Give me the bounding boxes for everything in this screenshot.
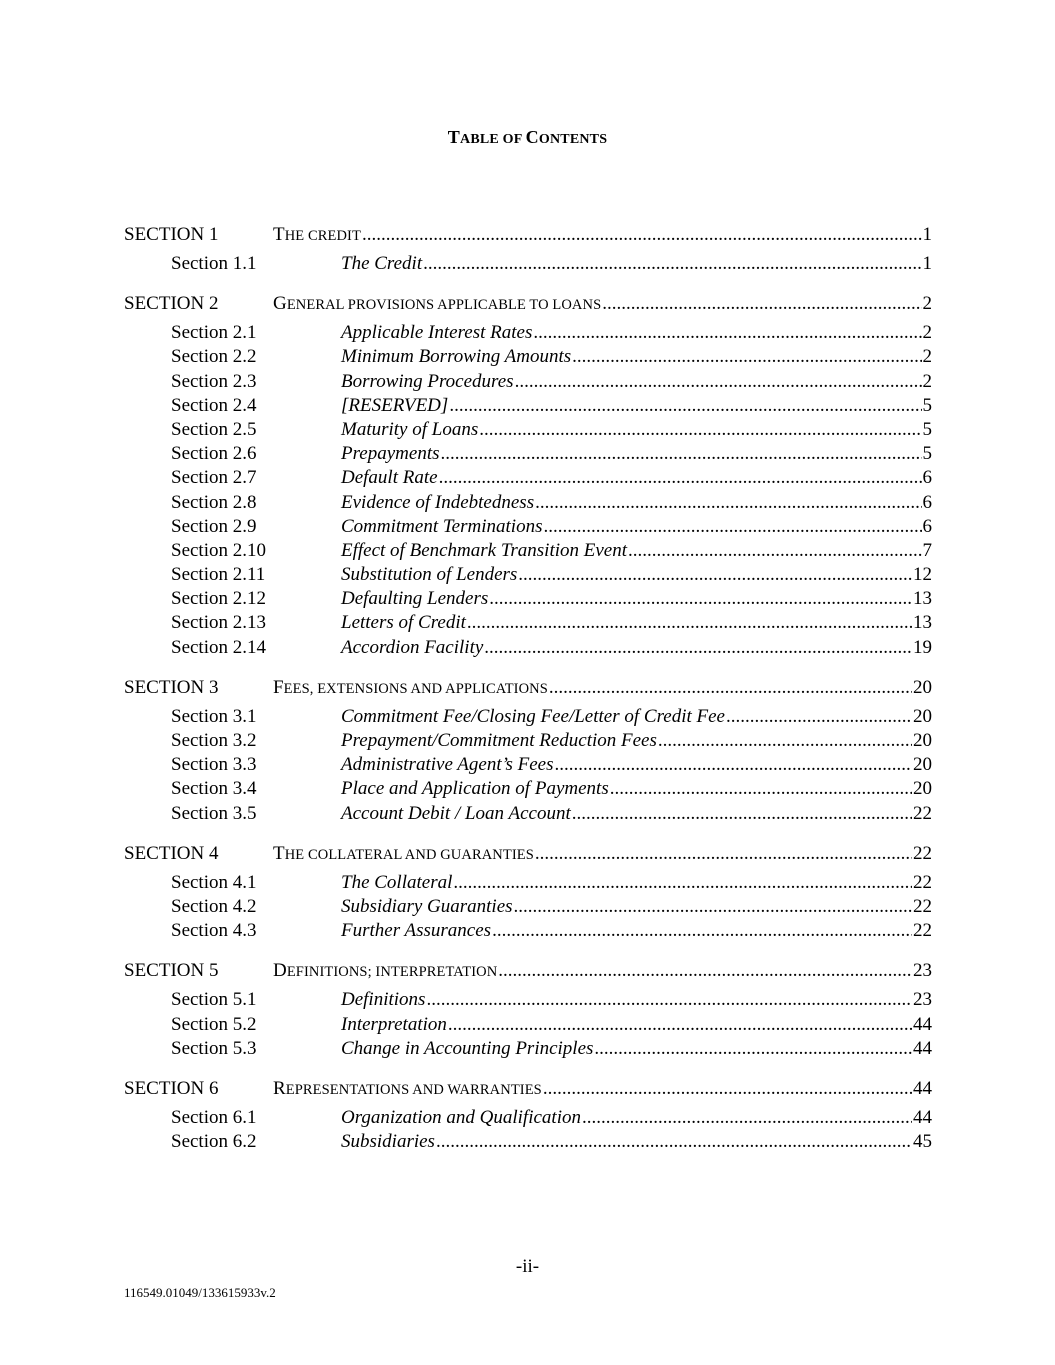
section-page-number: 1 xyxy=(922,224,932,245)
subsection-page-number: 23 xyxy=(913,989,932,1011)
toc-subsection-entry[interactable] xyxy=(171,895,932,919)
subsection-list xyxy=(124,321,932,660)
subsection-page-number: 22 xyxy=(913,895,932,917)
toc-subsection-entry[interactable] xyxy=(171,466,932,490)
subsection-page-number: 22 xyxy=(913,871,932,893)
toc-subsection-entry[interactable] xyxy=(171,1106,932,1130)
dot-leader xyxy=(484,636,912,660)
dot-leader xyxy=(533,321,921,345)
dot-leader xyxy=(594,1037,912,1061)
subsection-title: Account Debit / Loan Account xyxy=(341,802,571,824)
section-page-number: 22 xyxy=(913,842,932,864)
page-number: -ii- xyxy=(515,1256,540,1277)
dot-leader xyxy=(514,895,912,919)
table-of-contents xyxy=(124,222,932,1169)
toc-subsection-entry[interactable] xyxy=(171,418,932,442)
subsection-title: Accordion Facility xyxy=(341,636,484,658)
section-page-number: 20 xyxy=(913,676,932,698)
toc-subsection-entry[interactable] xyxy=(171,1130,932,1154)
section-title-initial: T xyxy=(273,224,285,245)
subsection-number: Section 2.10 xyxy=(171,539,266,561)
subsection-title: Prepayments xyxy=(341,443,440,465)
subsection-number: Section 1.1 xyxy=(171,253,257,274)
section-title xyxy=(273,1076,542,1103)
subsection-list xyxy=(124,705,932,826)
section-title-initial: D xyxy=(273,960,287,982)
dot-leader xyxy=(628,539,921,563)
dot-leader xyxy=(362,222,922,248)
subsection-number: Section 2.8 xyxy=(171,491,257,513)
subsection-number: Section 2.1 xyxy=(171,322,257,344)
toc-subsection-entry[interactable] xyxy=(171,1037,932,1061)
section-page-number: 2 xyxy=(922,293,932,315)
subsection-title: Commitment Terminations xyxy=(341,515,543,537)
section-title-initial: F xyxy=(273,676,284,698)
subsection-number: Section 4.1 xyxy=(171,871,257,893)
dot-leader xyxy=(549,675,912,701)
dot-leader xyxy=(535,841,912,867)
section-title-initial: T xyxy=(273,842,285,864)
subsection-title: Change in Accounting Principles xyxy=(341,1037,594,1059)
toc-section-entry[interactable] xyxy=(124,675,932,701)
toc-subsection-entry[interactable] xyxy=(171,636,932,660)
subsection-page-number: 5 xyxy=(922,443,932,465)
subsection-page-number: 6 xyxy=(922,515,932,537)
subsection-title: Subsidiaries xyxy=(341,1131,435,1153)
subsection-page-number: 13 xyxy=(913,588,932,610)
dot-leader xyxy=(436,1130,912,1154)
toc-section-entry[interactable] xyxy=(124,291,932,317)
subsection-title: Minimum Borrowing Amounts xyxy=(341,346,572,368)
toc-heading: TABLE OF CONTENTS xyxy=(447,127,608,147)
toc-subsection-entry[interactable] xyxy=(171,252,932,276)
subsection-page-number: 2 xyxy=(922,322,932,344)
subsection-page-number: 6 xyxy=(922,491,932,513)
toc-subsection-entry[interactable] xyxy=(171,753,932,777)
subsection-number: Section 3.5 xyxy=(171,802,257,824)
subsection-page-number: 5 xyxy=(922,394,932,416)
subsection-title: Prepayment/Commitment Reduction Fees xyxy=(341,730,657,751)
section-number: SECTION 1 xyxy=(124,224,219,245)
subsection-page-number: 20 xyxy=(913,754,932,776)
subsection-page-number: 22 xyxy=(913,802,932,824)
subsection-page-number: 6 xyxy=(922,467,932,489)
subsection-title: Commitment Fee/Closing Fee/Letter of Credit Fee xyxy=(341,705,725,727)
section-page-number: 23 xyxy=(913,960,932,982)
subsection-number: Section 5.2 xyxy=(171,1013,257,1035)
dot-leader xyxy=(610,777,912,801)
section-number: SECTION 5 xyxy=(124,960,219,982)
subsection-number: Section 3.2 xyxy=(171,730,257,751)
subsection-number: Section 2.4 xyxy=(171,394,257,416)
dot-leader xyxy=(453,871,912,895)
subsection-list xyxy=(124,1106,932,1154)
subsection-list xyxy=(124,988,932,1061)
subsection-number: Section 2.9 xyxy=(171,515,257,537)
subsection-title: Organization and Qualification xyxy=(341,1106,581,1128)
subsection-list xyxy=(124,871,932,944)
toc-subsection-entry[interactable] xyxy=(171,802,932,826)
dot-leader xyxy=(602,291,921,317)
section-title-rest: HE CREDIT xyxy=(284,228,361,244)
subsection-page-number: 45 xyxy=(913,1131,932,1153)
dot-leader xyxy=(479,418,921,442)
subsection-title: The Credit xyxy=(341,253,423,274)
section-title-initial: G xyxy=(273,293,287,315)
subsection-title: Effect of Benchmark Transition Event xyxy=(341,539,628,561)
toc-subsection-entry[interactable] xyxy=(171,587,932,611)
toc-section-entry[interactable] xyxy=(124,841,932,867)
subsection-number: Section 2.14 xyxy=(171,636,266,658)
dot-leader xyxy=(439,466,922,490)
subsection-number: Section 3.1 xyxy=(171,705,257,727)
toc-subsection-entry[interactable] xyxy=(171,729,932,753)
subsection-title: Defaulting Lenders xyxy=(341,588,489,610)
dot-leader xyxy=(555,753,913,777)
subsection-title: The Collateral xyxy=(341,871,453,893)
dot-leader xyxy=(543,1076,912,1102)
section-title-rest: EES, EXTENSIONS AND APPLICATIONS xyxy=(283,680,548,697)
dot-leader xyxy=(492,919,912,943)
section-title-rest: EFINITIONS; INTERPRETATION xyxy=(286,964,498,981)
dot-leader xyxy=(518,563,912,587)
subsection-list xyxy=(124,252,932,276)
subsection-title: Evidence of Indebtedness xyxy=(341,491,535,513)
subsection-page-number: 2 xyxy=(922,370,932,392)
subsection-number: Section 5.3 xyxy=(171,1037,257,1059)
subsection-title: Applicable Interest Rates xyxy=(341,322,533,344)
dot-leader xyxy=(498,958,912,984)
dot-leader xyxy=(726,705,912,729)
section-title xyxy=(273,841,534,868)
subsection-title: [RESERVED] xyxy=(341,394,449,416)
section-title-rest: HE COLLATERAL AND GUARANTIES xyxy=(284,846,534,863)
toc-subsection-entry[interactable] xyxy=(171,611,932,635)
subsection-number: Section 2.5 xyxy=(171,418,257,440)
subsection-title: Substitution of Lenders xyxy=(341,564,518,586)
section-title xyxy=(273,958,497,985)
subsection-page-number: 19 xyxy=(913,636,932,658)
section-number: SECTION 6 xyxy=(124,1077,219,1099)
subsection-page-number: 1 xyxy=(922,253,932,274)
subsection-page-number: 20 xyxy=(913,778,932,800)
subsection-title: Maturity of Loans xyxy=(341,418,479,440)
subsection-number: Section 4.3 xyxy=(171,920,257,942)
subsection-title: Borrowing Procedures xyxy=(341,370,514,392)
toc-subsection-entry[interactable] xyxy=(171,394,932,418)
dot-leader xyxy=(582,1106,912,1130)
dot-leader xyxy=(543,515,921,539)
subsection-title: Place and Application of Payments xyxy=(341,778,609,800)
toc-section-entry[interactable] xyxy=(124,222,932,248)
subsection-page-number: 12 xyxy=(913,564,932,586)
dot-leader xyxy=(489,587,912,611)
toc-subsection-entry[interactable] xyxy=(171,919,932,943)
toc-subsection-entry[interactable] xyxy=(171,539,932,563)
subsection-number: Section 3.3 xyxy=(171,754,257,776)
subsection-number: Section 6.1 xyxy=(171,1106,257,1128)
subsection-number: Section 5.1 xyxy=(171,989,257,1011)
toc-section-entry[interactable] xyxy=(124,1076,932,1102)
toc-subsection-entry[interactable] xyxy=(171,563,932,587)
subsection-number: Section 2.3 xyxy=(171,370,257,392)
dot-leader xyxy=(535,491,921,515)
toc-subsection-entry[interactable] xyxy=(171,345,932,369)
toc-subsection-entry[interactable] xyxy=(171,705,932,729)
toc-subsection-entry[interactable] xyxy=(171,777,932,801)
subsection-title: Default Rate xyxy=(341,467,438,489)
subsection-title: Interpretation xyxy=(341,1013,447,1035)
section-title xyxy=(273,675,548,702)
dot-leader xyxy=(441,442,922,466)
subsection-number: Section 3.4 xyxy=(171,778,257,800)
toc-subsection-entry[interactable] xyxy=(171,370,932,394)
subsection-number: Section 2.2 xyxy=(171,346,257,368)
subsection-page-number: 44 xyxy=(913,1037,932,1059)
subsection-number: Section 2.13 xyxy=(171,612,266,634)
subsection-title: Further Assurances xyxy=(341,920,492,942)
section-number: SECTION 4 xyxy=(124,842,219,864)
subsection-page-number: 20 xyxy=(913,730,932,751)
section-title-initial: R xyxy=(273,1077,286,1099)
subsection-number: Section 2.11 xyxy=(171,564,266,586)
section-number: SECTION 2 xyxy=(124,293,219,315)
dot-leader xyxy=(448,1013,912,1037)
subsection-page-number: 22 xyxy=(913,920,932,942)
section-page-number: 44 xyxy=(913,1077,932,1099)
subsection-number: Section 2.12 xyxy=(171,588,266,610)
dot-leader xyxy=(572,345,921,369)
subsection-number: Section 2.7 xyxy=(171,467,257,489)
toc-subsection-entry[interactable] xyxy=(171,442,932,466)
dot-leader xyxy=(515,370,922,394)
subsection-page-number: 7 xyxy=(922,539,932,561)
subsection-page-number: 2 xyxy=(922,346,932,368)
subsection-number: Section 6.2 xyxy=(171,1131,257,1153)
subsection-page-number: 20 xyxy=(913,705,932,727)
dot-leader xyxy=(467,611,912,635)
section-title xyxy=(273,222,361,249)
subsection-title: Letters of Credit xyxy=(341,612,466,634)
subsection-title: Administrative Agent’s Fees xyxy=(341,754,554,776)
toc-subsection-entry[interactable] xyxy=(171,491,932,515)
toc-subsection-entry[interactable] xyxy=(171,515,932,539)
subsection-title: Definitions xyxy=(341,989,426,1011)
toc-section-entry[interactable] xyxy=(124,958,932,984)
toc-subsection-entry[interactable] xyxy=(171,988,932,1012)
dot-leader xyxy=(426,988,912,1012)
section-title xyxy=(273,291,601,318)
toc-subsection-entry[interactable] xyxy=(171,871,932,895)
document-id: 116549.01049/133615933v.2 xyxy=(124,1285,276,1300)
dot-leader xyxy=(572,802,912,826)
section-title-rest: ENERAL PROVISIONS APPLICABLE TO LOANS xyxy=(286,297,602,314)
dot-leader xyxy=(423,252,921,276)
subsection-page-number: 44 xyxy=(913,1013,932,1035)
subsection-title: Subsidiary Guaranties xyxy=(341,895,513,917)
section-number: SECTION 3 xyxy=(124,676,219,698)
toc-subsection-entry[interactable] xyxy=(171,1013,932,1037)
subsection-page-number: 13 xyxy=(913,612,932,634)
subsection-page-number: 5 xyxy=(922,418,932,440)
subsection-number: Section 2.6 xyxy=(171,443,257,465)
dot-leader xyxy=(449,394,921,418)
dot-leader xyxy=(658,729,912,753)
section-title-rest: EPRESENTATIONS AND WARRANTIES xyxy=(285,1081,542,1098)
subsection-page-number: 44 xyxy=(913,1106,932,1128)
toc-subsection-entry[interactable] xyxy=(171,321,932,345)
subsection-number: Section 4.2 xyxy=(171,895,257,917)
